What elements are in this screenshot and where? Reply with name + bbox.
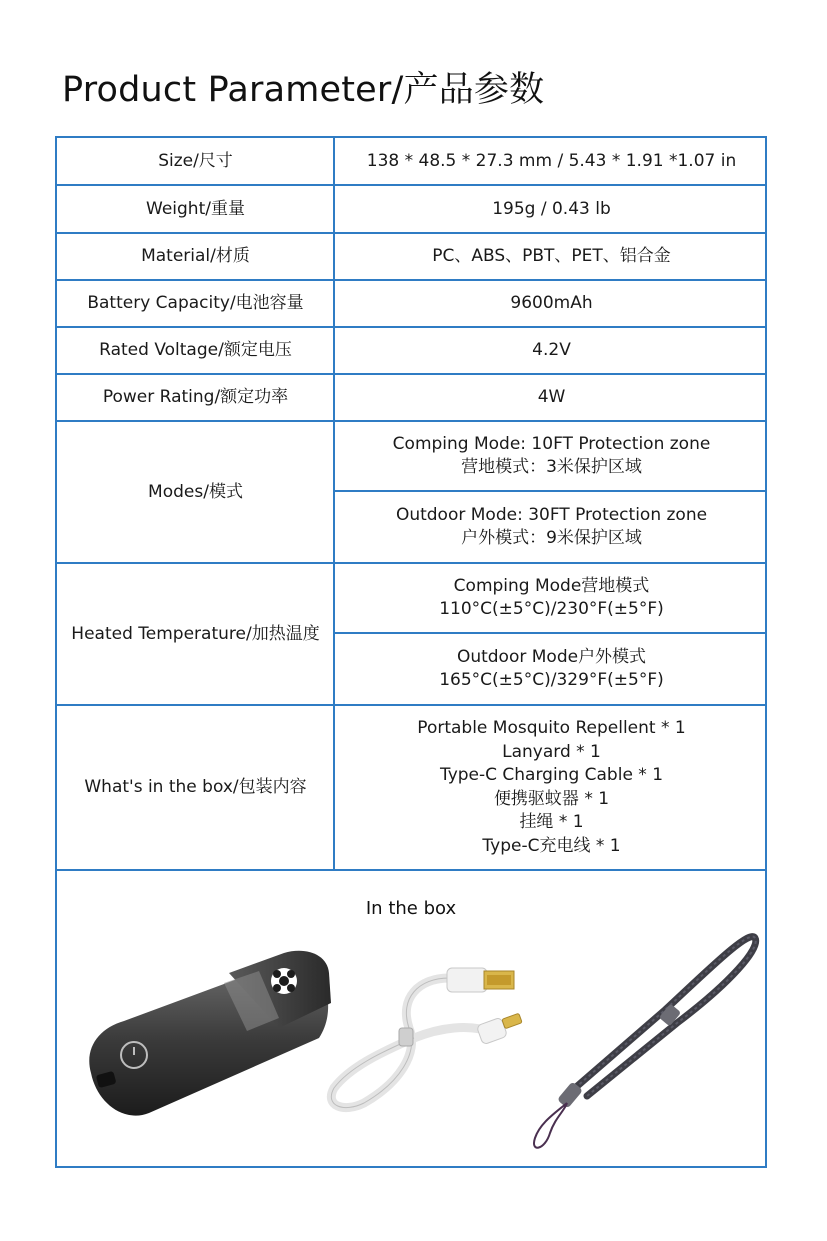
spec-label-voltage: Rated Voltage/额定电压 bbox=[99, 340, 292, 360]
box-item: 便携驱蚊器 * 1 bbox=[493, 788, 610, 809]
spec-value-power: 4W bbox=[537, 387, 566, 407]
spec-label-power: Power Rating/额定功率 bbox=[102, 387, 289, 407]
heated-outdoor-mode: Outdoor Mode户外模式 bbox=[456, 647, 647, 667]
spec-label-box: What's in the box/包装内容 bbox=[84, 777, 307, 797]
spec-value-size: 138 * 48.5 * 27.3 mm / 5.43 * 1.91 *1.07 in bbox=[366, 150, 737, 171]
page-title: Product Parameter/产品参数 bbox=[62, 70, 545, 110]
spec-value-battery: 9600mAh bbox=[510, 293, 593, 313]
spec-value-material: PC、ABS、PBT、PET、铝合金 bbox=[432, 246, 671, 266]
lanyard-image bbox=[515, 918, 765, 1158]
box-item: 挂绳 * 1 bbox=[519, 812, 584, 832]
heated-comping-temp: 110°C(±5°C)/230°F(±5°F) bbox=[439, 599, 664, 619]
spec-label-battery: Battery Capacity/电池容量 bbox=[87, 293, 304, 313]
heated-outdoor-temp: 165°C(±5°C)/329°F(±5°F) bbox=[439, 670, 664, 690]
mode-comping bbox=[336, 422, 767, 490]
heated-comping bbox=[336, 564, 767, 632]
box-contents bbox=[336, 706, 767, 869]
spec-label-heated: Heated Temperature/加热温度 bbox=[71, 623, 320, 644]
mode-comping-cn: 营地模式：3米保护区域 bbox=[461, 457, 642, 477]
spec-label-size: Size/尺寸 bbox=[158, 150, 233, 171]
spec-value-weight: 195g / 0.43 lb bbox=[492, 198, 611, 219]
mode-outdoor-cn: 户外模式：9米保护区域 bbox=[461, 528, 642, 548]
heated-comping-mode: Comping Mode营地模式 bbox=[453, 576, 650, 596]
charging-cable-image bbox=[319, 958, 529, 1113]
repellent-device-image bbox=[79, 943, 334, 1118]
mode-outdoor-en: Outdoor Mode: 30FT Protection zone bbox=[395, 505, 708, 525]
spec-value-voltage: 4.2V bbox=[532, 340, 571, 360]
box-item: Type-C Charging Cable * 1 bbox=[439, 765, 664, 785]
in-the-box-title: In the box bbox=[365, 898, 457, 919]
box-item: Portable Mosquito Repellent * 1 bbox=[417, 718, 686, 738]
spec-table bbox=[55, 136, 767, 1168]
box-item: Lanyard * 1 bbox=[502, 741, 601, 762]
row-divider bbox=[57, 869, 765, 871]
heated-outdoor bbox=[336, 634, 767, 704]
mode-comping-en: Comping Mode: 10FT Protection zone bbox=[392, 434, 711, 454]
spec-label-weight: Weight/重量 bbox=[146, 198, 245, 219]
spec-label-material: Material/材质 bbox=[141, 246, 250, 266]
mode-outdoor bbox=[336, 492, 767, 562]
box-item: Type-C充电线 * 1 bbox=[482, 835, 621, 856]
spec-label-modes: Modes/模式 bbox=[148, 481, 243, 502]
